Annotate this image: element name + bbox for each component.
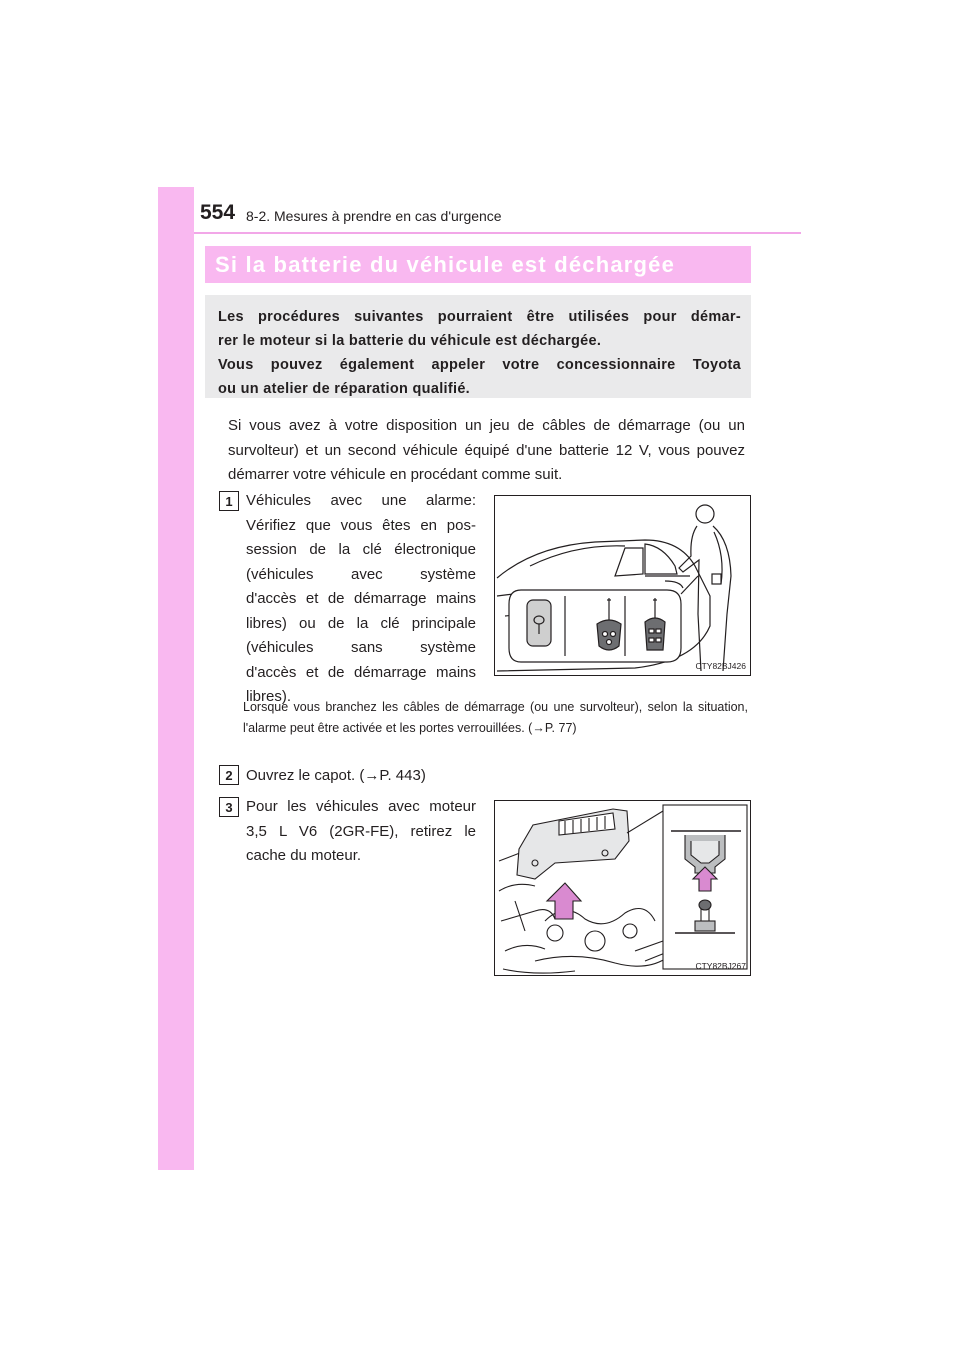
header-rule <box>194 232 801 234</box>
figure-engine-cover <box>494 800 751 976</box>
step-2-text: Ouvrez le capot. (→P. 443) <box>246 767 426 784</box>
step-1-note: Lorsque vous branchez les câbles de démarrage (ou une survolteur), selon la situation, l'alarme peut être activée et les portes verrouillées. (→P. 77) <box>243 700 748 735</box>
step-line: (véhicules avec système <box>246 565 476 583</box>
step-line: session de la clé électronique <box>246 541 476 558</box>
page-title: Si la batterie du véhicule est déchargée <box>215 251 676 277</box>
intro-line: rer le moteur si la batterie du véhicule est déchargée. <box>218 333 602 349</box>
section-heading: 8-2. Mesures à prendre en cas d'urgence <box>246 208 502 224</box>
page-number: 554 <box>200 201 236 224</box>
car-keys-illustration <box>495 496 751 676</box>
body-paragraph: Si vous avez à votre disposition un jeu de câbles de démarrage (ou un survolteur) et un second véhicule équipé d'une batterie 12 V, vous pouvez démarrer votre véhicule en procédant comme suit. <box>228 417 745 483</box>
step-line: (véhicules sans système <box>246 639 476 656</box>
figure-code: CTY82BJ267 <box>695 961 746 971</box>
step-line: d'accès et de démarrage mains <box>246 663 476 681</box>
step-3-text <box>246 795 476 869</box>
step-line: libres) ou de la clé principale <box>246 614 476 632</box>
figure-code: CTY82BJ426 <box>695 661 746 671</box>
step-line: Vérifiez que vous êtes en pos- <box>246 516 476 534</box>
step-number: 1 <box>219 491 239 511</box>
title-bar <box>205 246 751 283</box>
intro-line: Les procédures suivantes pourraient être utilisées pour démar- <box>218 309 741 325</box>
step-1-text <box>246 489 476 710</box>
figure-car-keys <box>494 495 751 676</box>
step-number: 2 <box>219 765 239 785</box>
intro-line: ou un atelier de réparation qualifié. <box>218 381 471 397</box>
step-line: Véhicules avec une alarme: <box>246 492 476 509</box>
step-line: d'accès et de démarrage mains <box>246 590 476 607</box>
step-line: cache du moteur. <box>246 847 362 864</box>
step-line: libres). <box>246 688 292 705</box>
step-line: Pour les véhicules avec moteur <box>246 798 476 815</box>
intro-line: Vous pouvez également appeler votre concessionnaire Toyota <box>218 357 741 373</box>
side-tab-band <box>158 187 194 1170</box>
intro-box <box>205 295 751 398</box>
step-line: 3,5 L V6 (2GR-FE), retirez le <box>246 822 476 840</box>
engine-cover-illustration <box>495 801 751 976</box>
step-number: 3 <box>219 797 239 817</box>
